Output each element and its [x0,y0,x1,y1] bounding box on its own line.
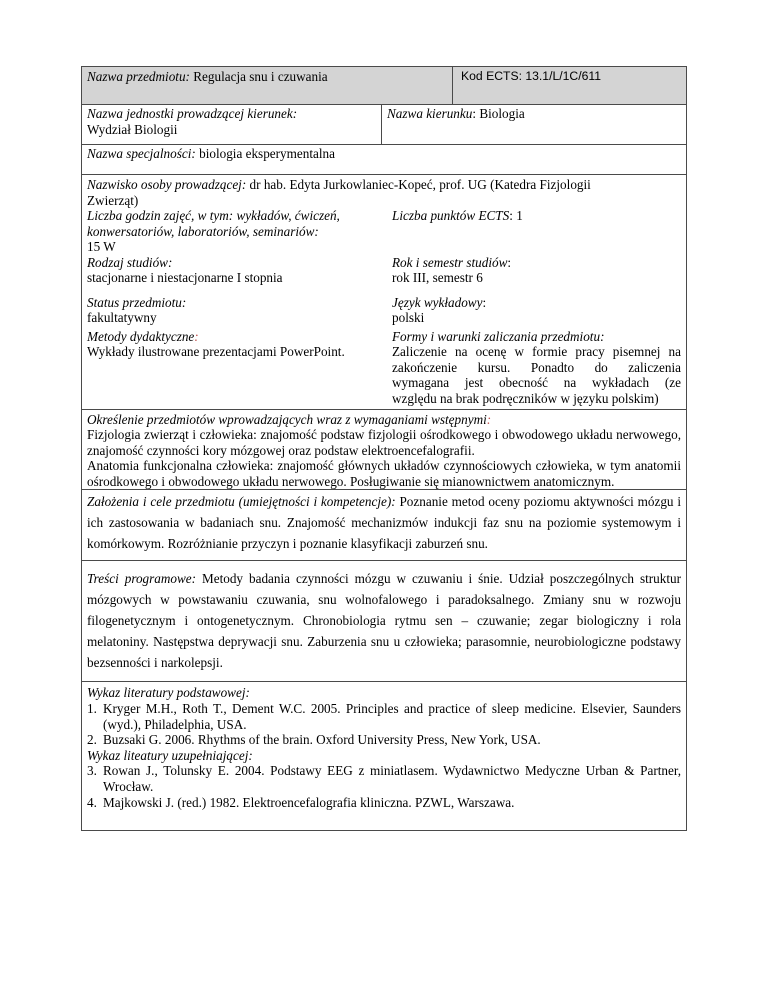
literature-basic-label: Wykaz literatury podstawowej: [87,685,250,701]
methods-pair [87,329,681,407]
hours-ects-pair [87,208,681,255]
specialty-row [82,145,686,175]
unit-value: Wydział Biologii [87,121,178,137]
forms-line-1: Zaliczenie na ocenę w formie pracy pisemnej na [392,344,681,359]
field-value: : Biologia [472,106,525,121]
study-type-value: stacjonarne i niestacjonarne I stopnia [87,270,283,285]
forms-line-2: zakończenie kursu. Ponadto do zaliczenia [392,359,681,375]
ects-points-value: : 1 [509,208,523,223]
unit-cell [82,105,382,144]
specialty-value: biologia eksperymentalna [199,146,335,161]
content-section [82,561,686,682]
teacher-label: Nazwisko osoby prowadzącej: [87,177,247,192]
field-cell [382,105,686,144]
literature-item: 1. Kryger M.H., Roth T., Dement W.C. 2005. Principles and practice of sleep medicine. Elsevier, Saunders (wyd.), Philadelphia, USA. [87,701,681,732]
prerequisites-paragraph-1: Fizjologia zwierząt i człowieka: znajomość podstaw fizjologii ośrodkowego i obwodowego układu nerwowego, znajomość czynności kory mózgowej oraz podstaw elektroencefalografii. [87,427,681,458]
ects-code: Kod ECTS: 13.1/L/1C/611 [461,69,602,83]
teacher-value: dr hab. Edyta Jurkowlaniec-Kopeć, prof. UG (Katedra Fizjologii [249,177,591,192]
language-value: polski [392,310,425,325]
unit-label: Nazwa jednostki prowadzącej kierunek: [87,106,298,121]
study-year-colon: : [507,254,512,270]
literature-item: 3. Rowan J., Tolunsky E. 2004. Podstawy EEG z miniatlasem. Wydawnictwo Medyczne Urban & Partner, Wrocław. [87,763,681,794]
hours-value: 15 W [87,239,116,254]
hours-label-1: Liczba godzin zajęć, w tym: wykładów, ćwiczeń, [87,208,340,223]
forms-line-4: względu na brak podręczników w języku polskim) [392,390,659,406]
language-colon: : [482,294,487,310]
prerequisites-section [82,410,686,490]
literature-section [82,682,686,830]
subject-cell [82,67,453,104]
literature-item: 2. Buzsaki G. 2006. Rhythms of the brain. Oxford University Press, New York, USA. [87,732,541,748]
ects-code-cell [453,67,686,104]
goals-text: Poznanie metod oceny poziomu aktywności mózgu i ich zastosowania w badaniach snu. Znajomość mechanizmów indukcji faz snu na poziomie systemowym i komórkowym. Rozróżnianie przyczyn i poznanie klasyfikacji zaburzeń snu. [87,494,682,551]
teacher-line-2: Zwierząt) [87,192,139,208]
literature-item: 4. Majkowski J. (red.) 1982. Elektroencefalografia kliniczna. PZWL, Warszawa. [87,794,515,810]
study-year-label: Rok i semestr studiów [392,254,508,270]
prerequisites-colon: : [486,412,492,427]
specialty-label: Nazwa specjalności: [87,146,196,161]
course-syllabus-table [81,66,687,831]
methods-label: Metody dydaktyczne [87,328,195,344]
header-row [82,67,686,105]
goals-label: Założenia i cele przedmiotu (umiejętności i kompetencje): [87,494,396,510]
study-pair [87,255,681,286]
status-pair [87,295,681,326]
forms-line-3: wymagana jest obecność na wykładach (ze [392,375,681,390]
teacher-line-1 [87,175,681,193]
prerequisites-label: Określenie przedmiotów wprowadzających wraz z wymaganiami wstępnymi [87,412,487,427]
goals-section [82,490,686,561]
subject-value: Regulacja snu i czuwania [193,69,328,84]
details-block [82,175,686,410]
content-text: Metody badania czynności mózgu w czuwaniu i śnie. Udział poszczególnych struktur mózgowych w powstawaniu czuwania, snu wolnofalowego i paradoksalnego. Zmiany snu w rozwoju filogenetycznym i ontogenetycznym. Chronobiologia rytmu sen – czuwanie; zegar biologiczny i rola melatoniny. Następstwa deprywacji snu. Zaburzenia snu u człowieka; parasomnie, neurobiologiczne podstawy bezsenności i narkolepsji. [87,571,681,670]
subject-label: Nazwa przedmiotu: [87,69,190,84]
unit-row [82,105,686,145]
content-label: Treści programowe: [87,571,197,587]
literature-extra-label: Wykaz liteatury uzupełniającej: [87,747,253,763]
study-type-label: Rodzaj studiów: [87,254,173,270]
status-label: Status przedmiotu: [87,294,187,310]
hours-label-2: konwersatoriów, laboratoriów, seminariów: [87,223,319,239]
ects-points-label: Liczba punktów ECTS [392,208,510,223]
methods-value: Wykłady ilustrowane prezentacjami PowerPoint. [87,344,345,359]
field-label: Nazwa kierunku [387,106,473,121]
methods-colon: : [194,328,199,344]
prerequisites-paragraph-2: Anatomia funkcjonalna człowieka: znajomość głównych układów czynnościowych człowieka, w tym anatomii ośrodkowego i obwodowego układu nerwowego. Posługiwanie się mianownictwem anatomicznym. [87,458,681,489]
status-value: fakultatywny [87,310,157,325]
study-year-value: rok III, semestr 6 [392,270,483,285]
language-label: Język wykładowy [392,294,483,310]
forms-label: Formy i warunki zaliczania przedmiotu: [392,328,605,344]
